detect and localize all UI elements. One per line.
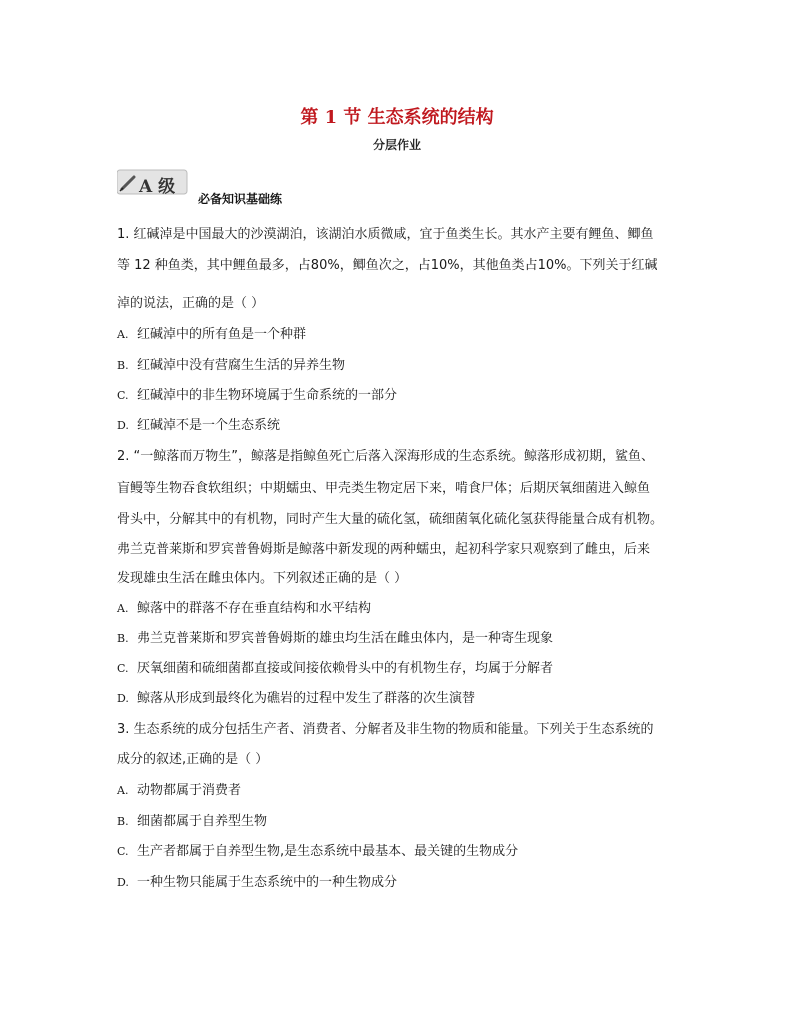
question-1-option-b: B. 红碱淖中没有营腐生生活的异养生物	[117, 358, 346, 373]
question-3-option-c: C. 生产者都属于自养型生物,是生态系统中最基本、最关键的生物成分	[117, 844, 519, 859]
question-1-option-c: C. 红碱淖中的非生物环境属于生命系统的一部分	[117, 388, 398, 403]
question-1-option-d: D. 红碱淖不是一个生态系统	[117, 418, 281, 433]
question-2-option-c: C. 厌氧细菌和硫细菌都直接或间接依赖骨头中的有机物生存，均属于分解者	[117, 661, 554, 676]
question-3-option-b: B. 细菌都属于自养型生物	[117, 814, 268, 829]
page-title: 第 1 节 生态系统的结构	[300, 107, 494, 128]
question-1-option-a: A. 红碱淖中的所有鱼是一个种群	[117, 327, 307, 342]
question-1-line-3: 淖的说法，正确的是（ ）	[117, 296, 265, 311]
question-2-option-d: D. 鲸落从形成到最终化为礁岩的过程中发生了群落的次生演替	[117, 691, 476, 706]
page-subtitle: 分层作业	[372, 138, 421, 152]
level-badge	[117, 168, 189, 196]
question-3-line-1: 3. 生态系统的成分包括生产者、消费者、分解者及非生物的物质和能量。下列关于生态系统的	[117, 722, 654, 737]
question-2-line-2: 盲鳗等生物吞食软组织；中期蠕虫、甲壳类生物定居下来，啃食尸体；后期厌氧细菌进入鲸鱼	[117, 481, 651, 496]
level-badge-label: A 级	[139, 177, 176, 197]
section-label: 必备知识基础练	[198, 192, 283, 206]
question-2-option-a: A. 鲸落中的群落不存在垂直结构和水平结构	[117, 601, 372, 616]
question-3-option-d: D. 一种生物只能属于生态系统中的一种生物成分	[117, 875, 398, 890]
question-1-line-2: 等 12 种鱼类，其中鲤鱼最多，占80%，鲫鱼次之，占10%，其他鱼类占10%。下列关于红碱	[117, 258, 658, 273]
question-2-line-1: 2. “一鲸落而万物生”，鲸落是指鲸鱼死亡后落入深海形成的生态系统。鲸落形成初期，鲨鱼、	[117, 449, 655, 464]
question-2-line-5: 发现雄虫生活在雌虫体内。下列叙述正确的是（ ）	[117, 571, 408, 586]
question-2-line-3: 骨头中，分解其中的有机物，同时产生大量的硫化氢，硫细菌氧化硫化氢获得能量合成有机物。	[117, 512, 664, 527]
question-2-option-b: B. 弗兰克普莱斯和罗宾普鲁姆斯的雄虫均生活在雌虫体内，是一种寄生现象	[117, 631, 554, 646]
question-3-option-a: A. 动物都属于消费者	[117, 783, 242, 798]
question-1-line-1: 1. 红碱淖是中国最大的沙漠湖泊，该湖泊水质微咸，宜于鱼类生长。其水产主要有鲤鱼、鲫鱼	[117, 227, 654, 242]
question-2-line-4: 弗兰克普莱斯和罗宾普鲁姆斯是鲸落中新发现的两种蠕虫，起初科学家只观察到了雌虫，后来	[117, 542, 651, 557]
question-3-line-2: 成分的叙述,正确的是（ ）	[117, 752, 269, 767]
